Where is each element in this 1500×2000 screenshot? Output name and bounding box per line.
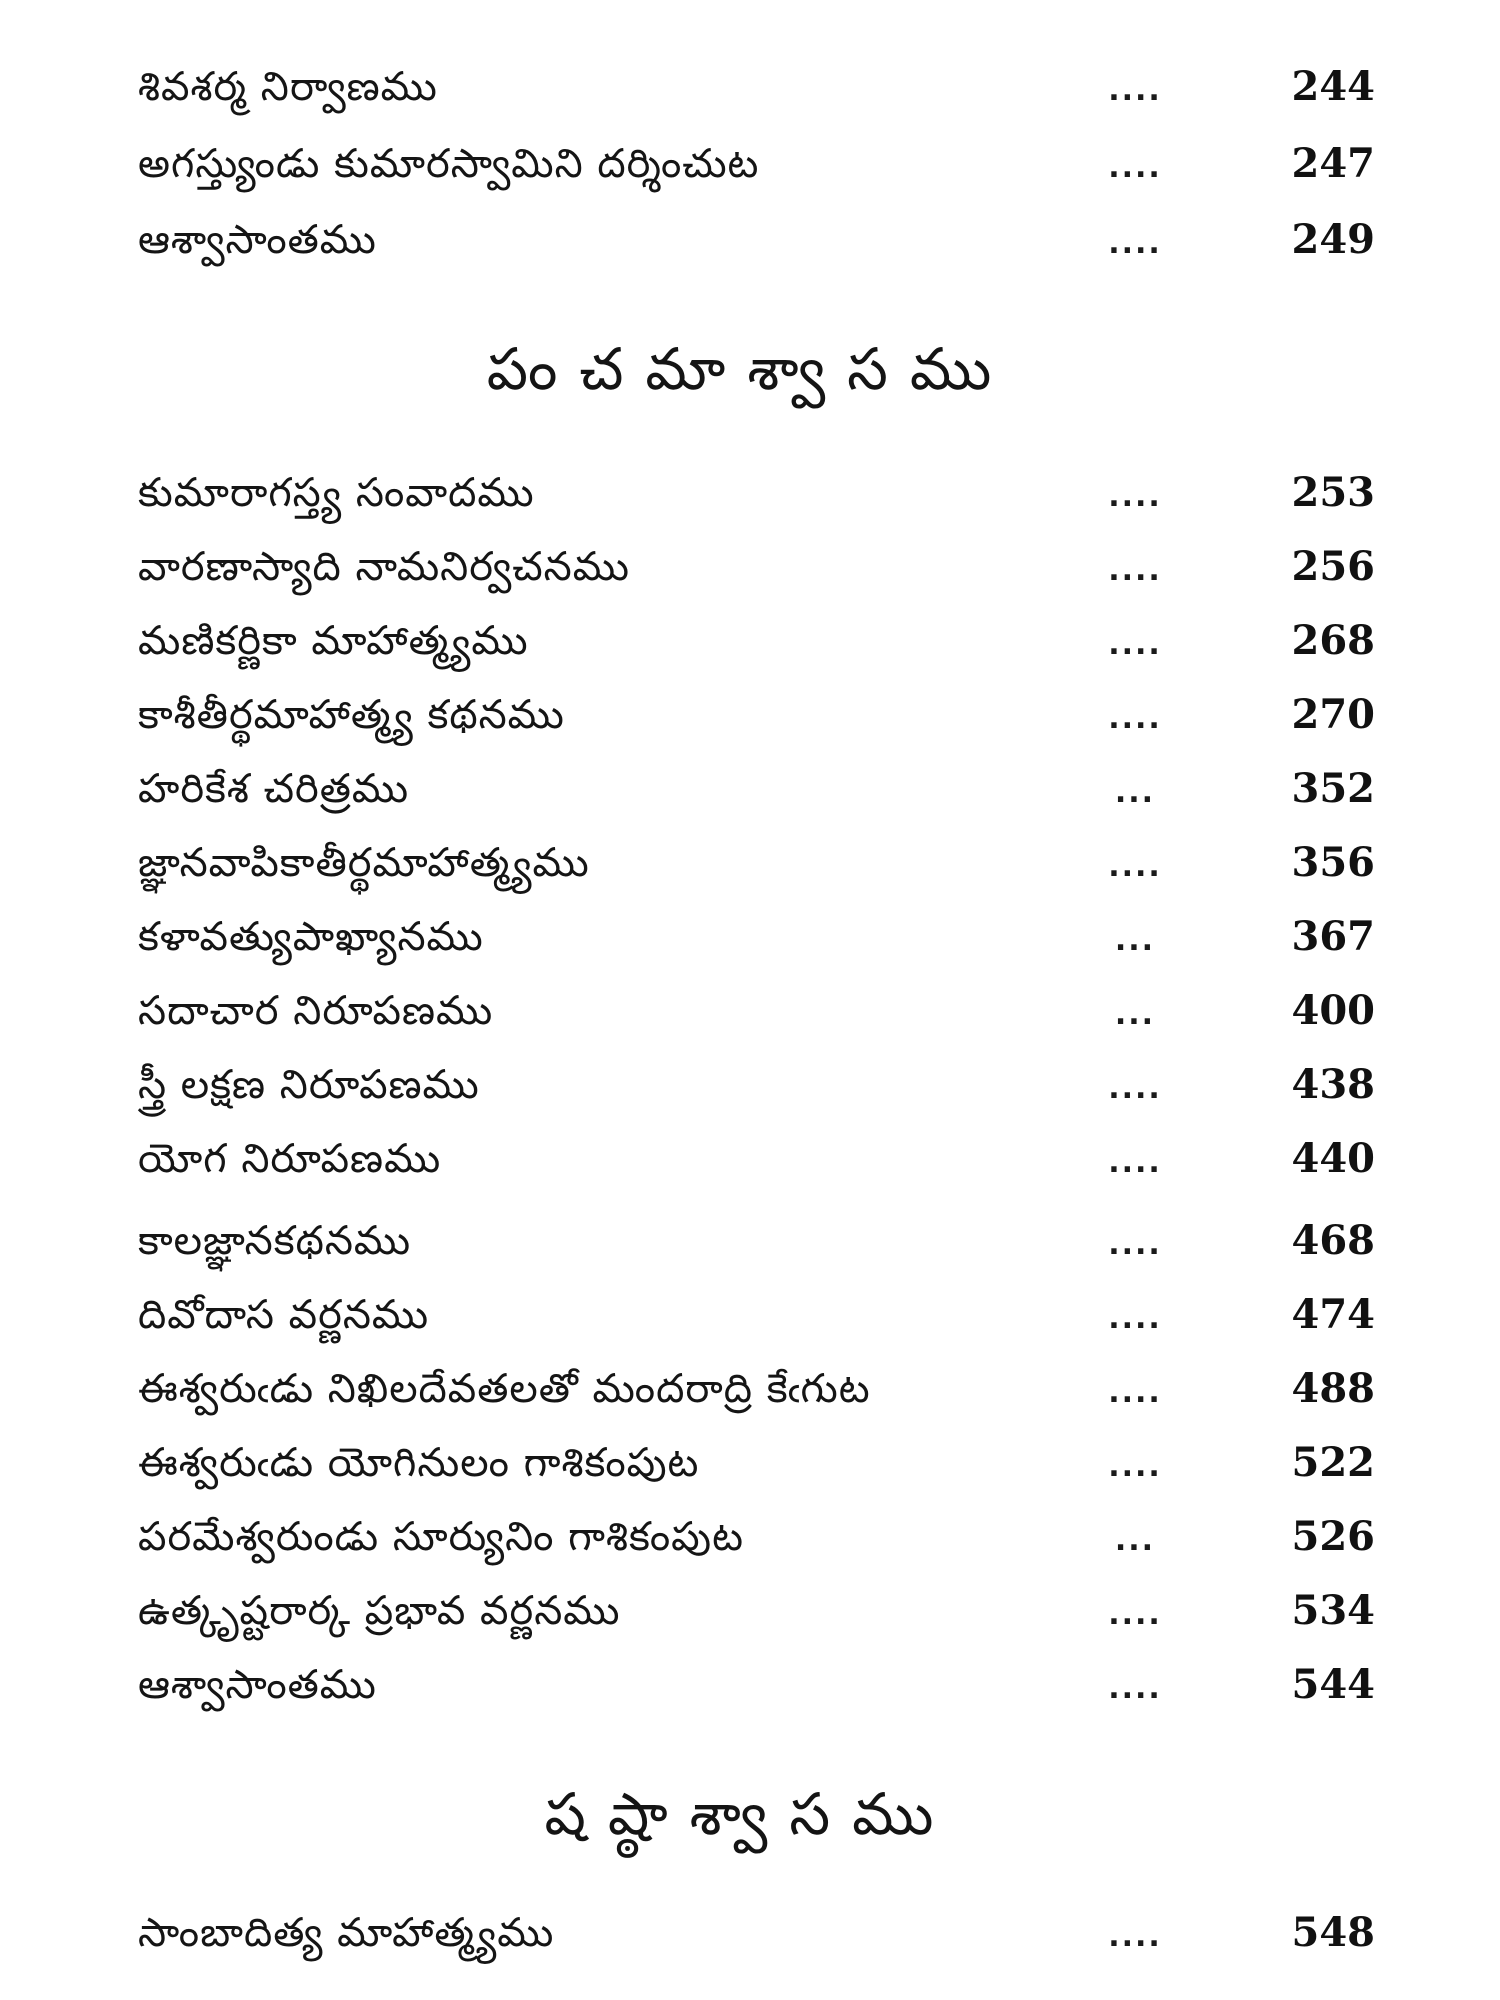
toc-entry — [0, 1124, 1500, 1194]
toc-entry-title: పరమేశ్వరుండు సూర్యునిం గాశికంపుట — [138, 1514, 744, 1560]
toc-entry-leader: .... — [1108, 1071, 1162, 1106]
toc-entry-leader: ... — [1114, 775, 1156, 810]
toc-entry-leader: ... — [1114, 1523, 1156, 1558]
toc-entry-title: ఉత్కృష్టరార్క ప్రభావ వర్ణనము — [138, 1588, 621, 1634]
toc-entry-leader: .... — [1108, 1375, 1162, 1410]
toc-entry-title: కళావత్యుపాఖ్యానము — [138, 914, 484, 960]
toc-entry-page: 488 — [1291, 1365, 1375, 1412]
toc-entry-page: 544 — [1291, 1661, 1375, 1708]
toc-entry — [0, 129, 1500, 199]
toc-entry-leader: .... — [1108, 1145, 1162, 1180]
toc-entry-leader: .... — [1108, 1301, 1162, 1336]
toc-entry — [0, 458, 1500, 528]
toc-entry-page: 400 — [1291, 987, 1375, 1034]
toc-entry-leader: .... — [1108, 1227, 1162, 1262]
toc-entry-title: ఆశ్వాసాంతము — [138, 1662, 377, 1708]
toc-entry-page: 247 — [1291, 140, 1375, 187]
toc-entry — [0, 754, 1500, 824]
toc-entry-leader: ... — [1114, 997, 1156, 1032]
toc-entry — [0, 1898, 1500, 1968]
toc-entry-page: 438 — [1291, 1061, 1375, 1108]
toc-entry — [0, 1206, 1500, 1276]
toc-entry-title: కాలజ్ఞానకథనము — [138, 1218, 412, 1264]
toc-entry-title: స్త్రీ లక్షణ నిరూపణము — [138, 1062, 480, 1108]
toc-entry-page: 268 — [1291, 617, 1375, 664]
toc-entry-page: 253 — [1291, 469, 1375, 516]
toc-entry-page: 468 — [1291, 1217, 1375, 1264]
toc-entry — [0, 902, 1500, 972]
toc-entry-leader: .... — [1108, 627, 1162, 662]
toc-entry-title: ఈశ్వరుఁడు నిఖిలదేవతలతో మందరాద్రి కేఁగుట — [138, 1366, 871, 1412]
toc-entry-leader: .... — [1108, 849, 1162, 884]
toc-entry-leader: ... — [1114, 923, 1156, 958]
toc-entry-page: 526 — [1291, 1513, 1375, 1560]
toc-entry-leader: .... — [1108, 553, 1162, 588]
toc-entry-page: 548 — [1291, 1909, 1375, 1956]
toc-entry-page: 367 — [1291, 913, 1375, 960]
toc-entry-leader: .... — [1108, 1919, 1162, 1954]
toc-entry-leader: .... — [1108, 1671, 1162, 1706]
toc-entry — [0, 205, 1500, 275]
toc-entry-title: ఆశ్వాసాంతము — [138, 217, 377, 263]
toc-entry-title: యోగ నిరూపణము — [138, 1136, 442, 1182]
toc-entry-title: కుమారాగస్త్య సంవాదము — [138, 470, 535, 516]
toc-entry — [0, 1280, 1500, 1350]
toc-entry — [0, 52, 1500, 122]
toc-entry — [0, 1650, 1500, 1720]
toc-entry-leader: .... — [1108, 701, 1162, 736]
toc-entry-page: 352 — [1291, 765, 1375, 812]
toc-entry-leader: .... — [1108, 1597, 1162, 1632]
toc-entry — [0, 606, 1500, 676]
toc-entry-title: శివశర్మ నిర్వాణము — [138, 64, 438, 110]
toc-entry-title: దివోదాస వర్ణనము — [138, 1292, 430, 1338]
toc-entry — [0, 680, 1500, 750]
toc-entry-page: 249 — [1291, 216, 1375, 263]
toc-entry-title: సాంబాదిత్య మాహాత్మ్యము — [138, 1910, 555, 1956]
toc-entry-title: ఈశ్వరుఁడు యోగినులం గాశికంపుట — [138, 1440, 700, 1486]
toc-entry-leader: .... — [1108, 73, 1162, 108]
toc-entry-page: 440 — [1291, 1135, 1375, 1182]
toc-entry-title: హరికేశ చరిత్రము — [138, 766, 410, 812]
toc-entry-title: సదాచార నిరూపణము — [138, 988, 494, 1034]
toc-entry-page: 244 — [1291, 63, 1375, 110]
toc-entry-page: 270 — [1291, 691, 1375, 738]
toc-entry — [0, 976, 1500, 1046]
toc-entry-title: అగస్త్యుండు కుమారస్వామిని దర్శించుట — [138, 141, 760, 187]
toc-entry-leader: .... — [1108, 150, 1162, 185]
toc-entry-title: జ్ఞానవాపికాతీర్థమాహాత్మ్యము — [138, 840, 590, 886]
toc-entry — [0, 1502, 1500, 1572]
toc-entry-page: 356 — [1291, 839, 1375, 886]
toc-entry — [0, 532, 1500, 602]
toc-entry-title: కాశీతీర్థమాహాత్మ్య కథనము — [138, 692, 565, 738]
toc-entry — [0, 1354, 1500, 1424]
toc-entry-title: వారణాస్యాది నామనిర్వచనము — [138, 544, 630, 590]
section-heading-6: షష్ఠాశ్వాసము — [544, 1780, 956, 1848]
toc-entry-page: 534 — [1291, 1587, 1375, 1634]
toc-entry — [0, 1428, 1500, 1498]
toc-entry — [0, 828, 1500, 898]
toc-entry — [0, 1050, 1500, 1120]
toc-entry-title: మణికర్ణికా మాహాత్మ్యము — [138, 618, 529, 664]
toc-entry-leader: .... — [1108, 479, 1162, 514]
toc-entry-page: 474 — [1291, 1291, 1375, 1338]
section-heading-5: పంచమాశ్వాసము — [486, 335, 1014, 403]
toc-entry-leader: .... — [1108, 1449, 1162, 1484]
toc-entry — [0, 1576, 1500, 1646]
toc-entry-leader: .... — [1108, 226, 1162, 261]
toc-entry-page: 522 — [1291, 1439, 1375, 1486]
toc-entry-page: 256 — [1291, 543, 1375, 590]
